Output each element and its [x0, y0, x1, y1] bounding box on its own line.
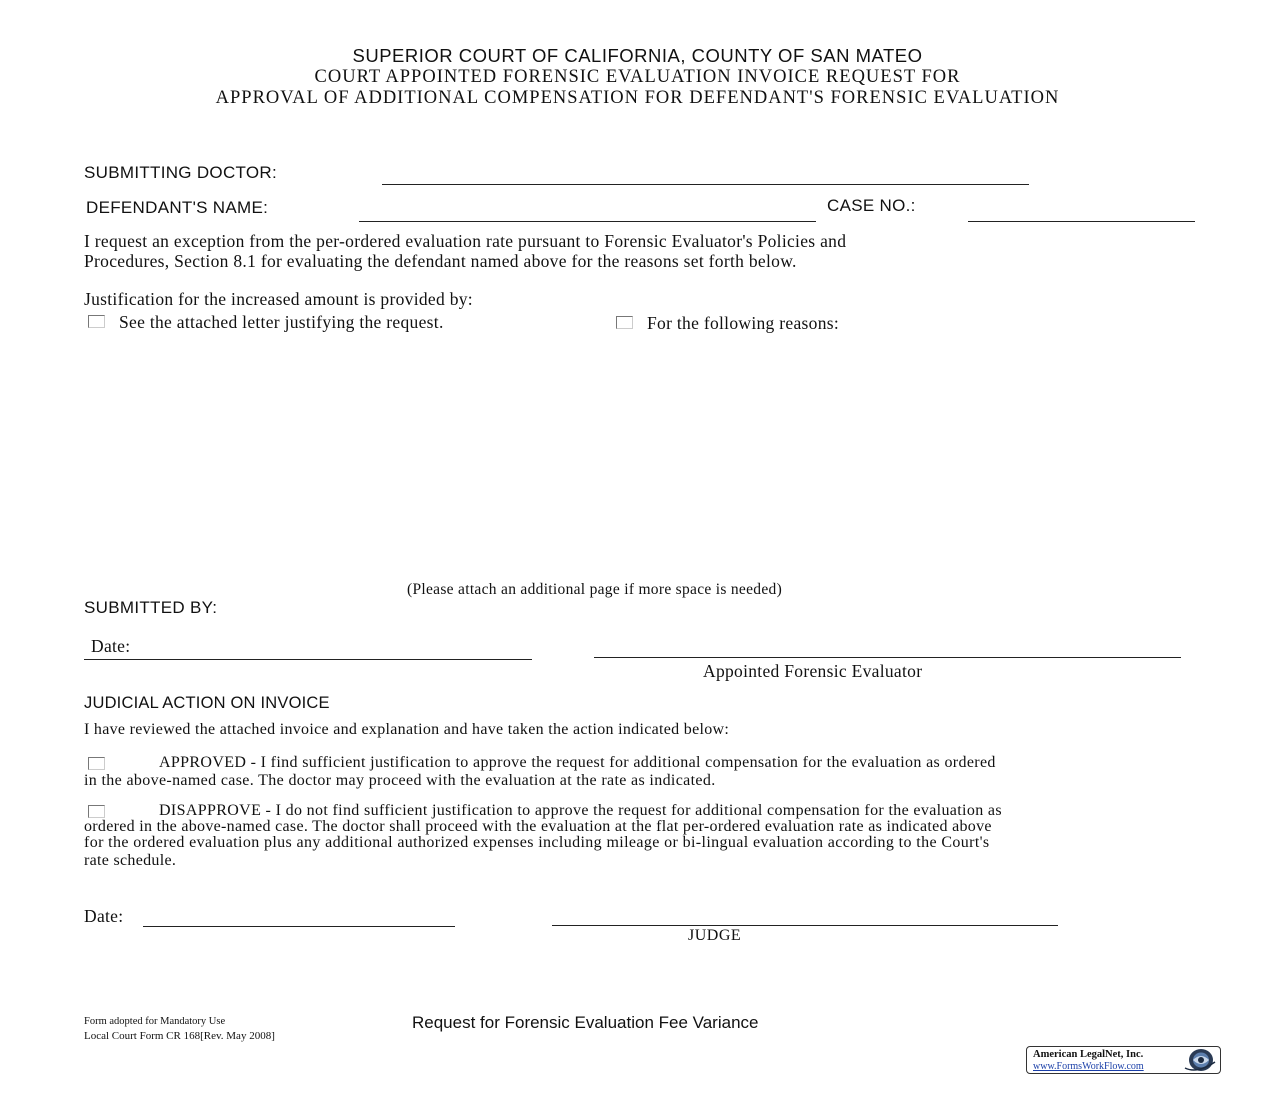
footer-form-number: Local Court Form CR 168[Rev. May 2008] — [84, 1030, 275, 1042]
footer-adopted: Form adopted for Mandatory Use — [84, 1016, 226, 1027]
judicial-action-heading: JUDICIAL ACTION ON INVOICE — [84, 694, 330, 712]
evaluator-signature-line — [594, 657, 1181, 658]
defendant-name-line — [359, 221, 816, 222]
following-reasons-checkbox[interactable] — [616, 316, 633, 329]
reasons-textarea[interactable] — [88, 340, 1222, 574]
globe-icon — [1183, 1048, 1217, 1072]
disapprove-checkbox[interactable] — [88, 805, 105, 818]
vendor-name: American LegalNet, Inc. — [1033, 1049, 1144, 1060]
defendant-name-label: DEFENDANT'S NAME: — [86, 198, 269, 217]
footer-form-title: Request for Forensic Evaluation Fee Variance — [412, 1013, 759, 1032]
judicial-intro: I have reviewed the attached invoice and explanation and have taken the action indicated below: — [84, 721, 730, 738]
approved-text-line-2: in the above-named case. The doctor may proceed with the evaluation at the rate as indicated. — [84, 772, 716, 789]
court-name: SUPERIOR COURT OF CALIFORNIA, COUNTY OF SAN MATEO — [352, 45, 923, 66]
submitting-doctor-input[interactable] — [383, 163, 1032, 185]
request-line-2: Procedures, Section 8.1 for evaluating the defendant named above for the reasons set forth below. — [84, 251, 797, 271]
vendor-logo — [1026, 1046, 1221, 1074]
submitting-doctor-label: SUBMITTING DOCTOR: — [84, 163, 278, 182]
case-no-line — [968, 221, 1195, 222]
judge-signature-line — [552, 925, 1058, 926]
attached-letter-checkbox[interactable] — [88, 315, 105, 328]
following-reasons-label: For the following reasons: — [647, 313, 840, 333]
judge-date-label: Date: — [84, 906, 124, 926]
form-title-line1: COURT APPOINTED FORENSIC EVALUATION INVOICE REQUEST FOR — [314, 67, 961, 87]
submitted-date-input[interactable] — [148, 638, 532, 660]
attached-letter-label: See the attached letter justifying the request. — [119, 312, 444, 332]
submitting-doctor-line — [382, 184, 1029, 185]
vendor-link[interactable]: www.FormsWorkFlow.com — [1033, 1061, 1144, 1072]
approved-text-line-1: APPROVED - I find sufficient justification to approve the request for additional compensation for the evaluation as ordered — [159, 754, 996, 771]
disapprove-text-line-2: ordered in the above-named case. The doctor shall proceed with the evaluation at the flat per-ordered evaluation rate as indicated above — [84, 818, 992, 835]
request-line-1: I request an exception from the per-ordered evaluation rate pursuant to Forensic Evaluator's Policies and — [84, 231, 847, 251]
disapprove-text-line-3: for the ordered evaluation plus any additional authorized expenses including mileage or bi-lingual evaluation according to the Court's — [84, 834, 990, 851]
form-title-line2: APPROVAL OF ADDITIONAL COMPENSATION FOR DEFENDANT'S FORENSIC EVALUATION — [215, 88, 1060, 108]
judge-date-line — [143, 926, 455, 927]
disapprove-text-line-4: rate schedule. — [84, 852, 177, 869]
submitted-by-heading: SUBMITTED BY: — [84, 598, 218, 617]
judge-date-input[interactable] — [145, 906, 457, 928]
defendant-name-input[interactable] — [360, 200, 819, 222]
case-no-label: CASE NO.: — [827, 196, 916, 215]
submitted-date-line — [84, 659, 532, 660]
submitted-date-label: Date: — [91, 636, 131, 656]
justification-heading: Justification for the increased amount is provided by: — [84, 289, 473, 309]
evaluator-caption: Appointed Forensic Evaluator — [703, 661, 923, 681]
case-no-input[interactable] — [970, 200, 1198, 222]
approved-checkbox[interactable] — [88, 757, 105, 770]
judge-caption: JUDGE — [688, 927, 742, 944]
attach-page-note: (Please attach an additional page if more space is needed) — [407, 581, 783, 598]
disapprove-text-line-1: DISAPPROVE - I do not find sufficient justification to approve the request for additional compensation for the evaluation as — [159, 802, 1002, 819]
